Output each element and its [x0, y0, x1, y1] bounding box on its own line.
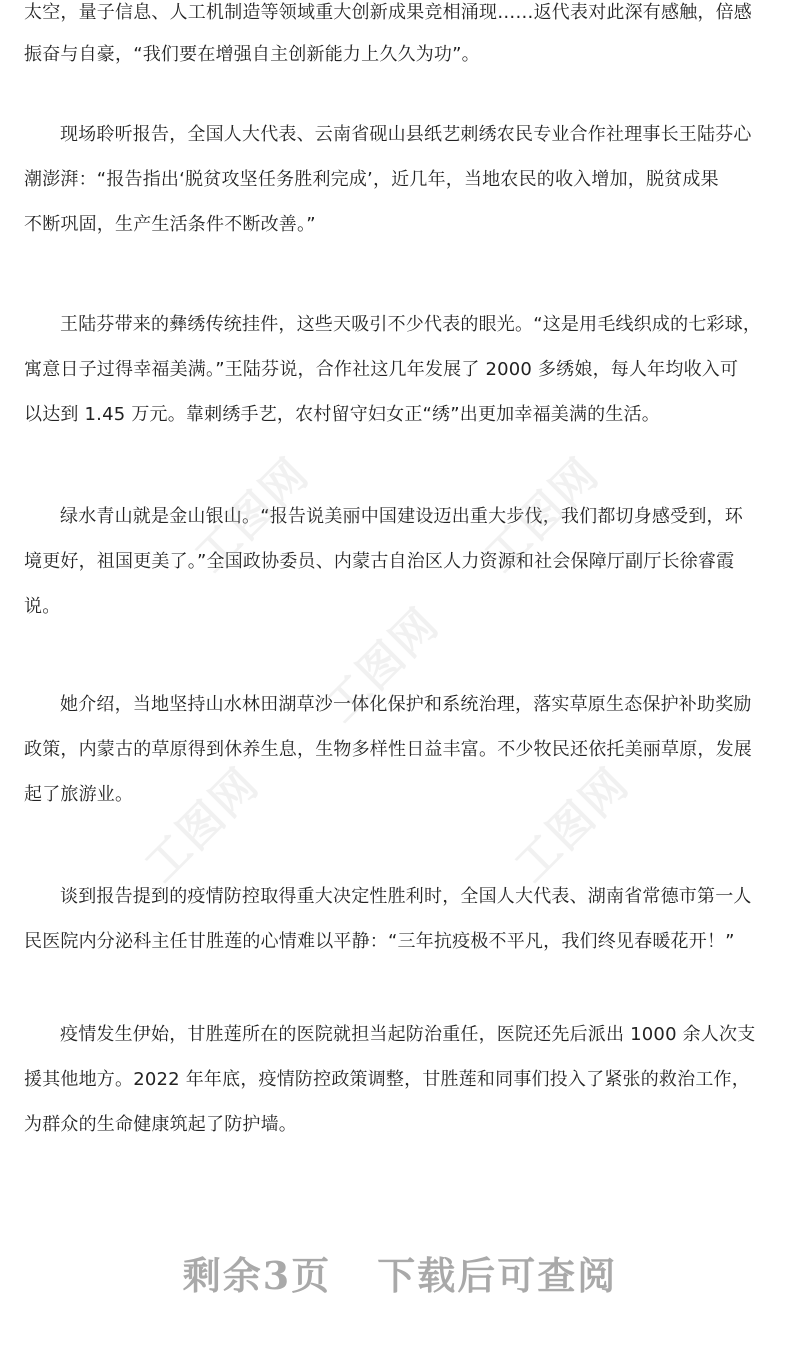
paragraph-line: 起了旅游业。	[24, 784, 134, 805]
paragraph-line: 以达到 1.45 万元。靠刺绣手艺，农村留守妇女正“绣”出更加幸福美满的生活。	[24, 404, 660, 425]
paragraph-line: 她介绍，当地坚持山水林田湖草沙一体化保护和系统治理，落实草原生态保护补助奖励	[60, 694, 752, 715]
watermark: 工图网	[185, 448, 320, 583]
watermark: 工图网	[475, 448, 610, 583]
paragraph-line: 谈到报告提到的疫情防控取得重大决定性胜利时，全国人大代表、湖南省常德市第一人	[60, 886, 752, 907]
paragraph-line: 绿水青山就是金山银山。“报告说美丽中国建设迈出重大步伐，我们都切身感受到，环	[60, 506, 743, 527]
paragraph-line: 现场聆听报告，全国人大代表、云南省砚山县纸艺刺绣农民专业合作社理事长王陆芬心	[60, 124, 752, 145]
paragraph-line: 政策，内蒙古的草原得到休养生息，生物多样性日益丰富。不少牧民还依托美丽草原，发展	[24, 739, 752, 760]
paragraph-line: 振奋与自豪，“我们要在增强自主创新能力上久久为功”。	[24, 44, 480, 65]
paragraph-line: 说。	[24, 596, 61, 617]
paragraph-line: 太空，量子信息、人工机制造等领域重大创新成果竞相涌现……返代表对此深有感触，倍感	[24, 2, 752, 23]
paragraph-line: 寓意日子过得幸福美满。”王陆芬说，合作社这几年发展了 2000 多绣娘，每人年均收入可	[24, 359, 739, 380]
remaining-pages-label: 剩余3页	[182, 1253, 332, 1298]
paragraph-line: 民医院内分泌科主任甘胜莲的心情难以平静：“三年抗疫极不平凡，我们终见春暖花开！”	[24, 931, 735, 952]
watermark: 工图网	[505, 758, 640, 893]
paragraph-line: 王陆芬带来的彝绣传统挂件，这些天吸引不少代表的眼光。“这是用毛线织成的七彩球，	[60, 314, 762, 335]
download-prompt[interactable]	[0, 1245, 800, 1305]
paragraph-line: 为群众的生命健康筑起了防护墙。	[24, 1114, 297, 1135]
watermark: 工图网	[315, 598, 450, 733]
download-to-view-label: 下载后可查阅	[377, 1253, 618, 1298]
paragraph-line: 不断巩固，生产生活条件不断改善。”	[24, 214, 316, 235]
paragraph-line: 境更好，祖国更美了。”全国政协委员、内蒙古自治区人力资源和社会保障厅副厅长徐睿霞	[24, 551, 735, 572]
paragraph-line: 潮澎湃：“报告指出‘脱贫攻坚任务胜利完成’，近几年，当地农民的收入增加，脱贫成果	[24, 169, 719, 190]
paragraph-line: 疫情发生伊始，甘胜莲所在的医院就担当起防治重任，医院还先后派出 1000 余人次支	[60, 1024, 756, 1045]
paragraph-line: 援其他地方。2022 年年底，疫情防控政策调整，甘胜莲和同事们投入了紧张的救治工作，	[24, 1069, 750, 1090]
watermark: 工图网	[135, 758, 270, 893]
